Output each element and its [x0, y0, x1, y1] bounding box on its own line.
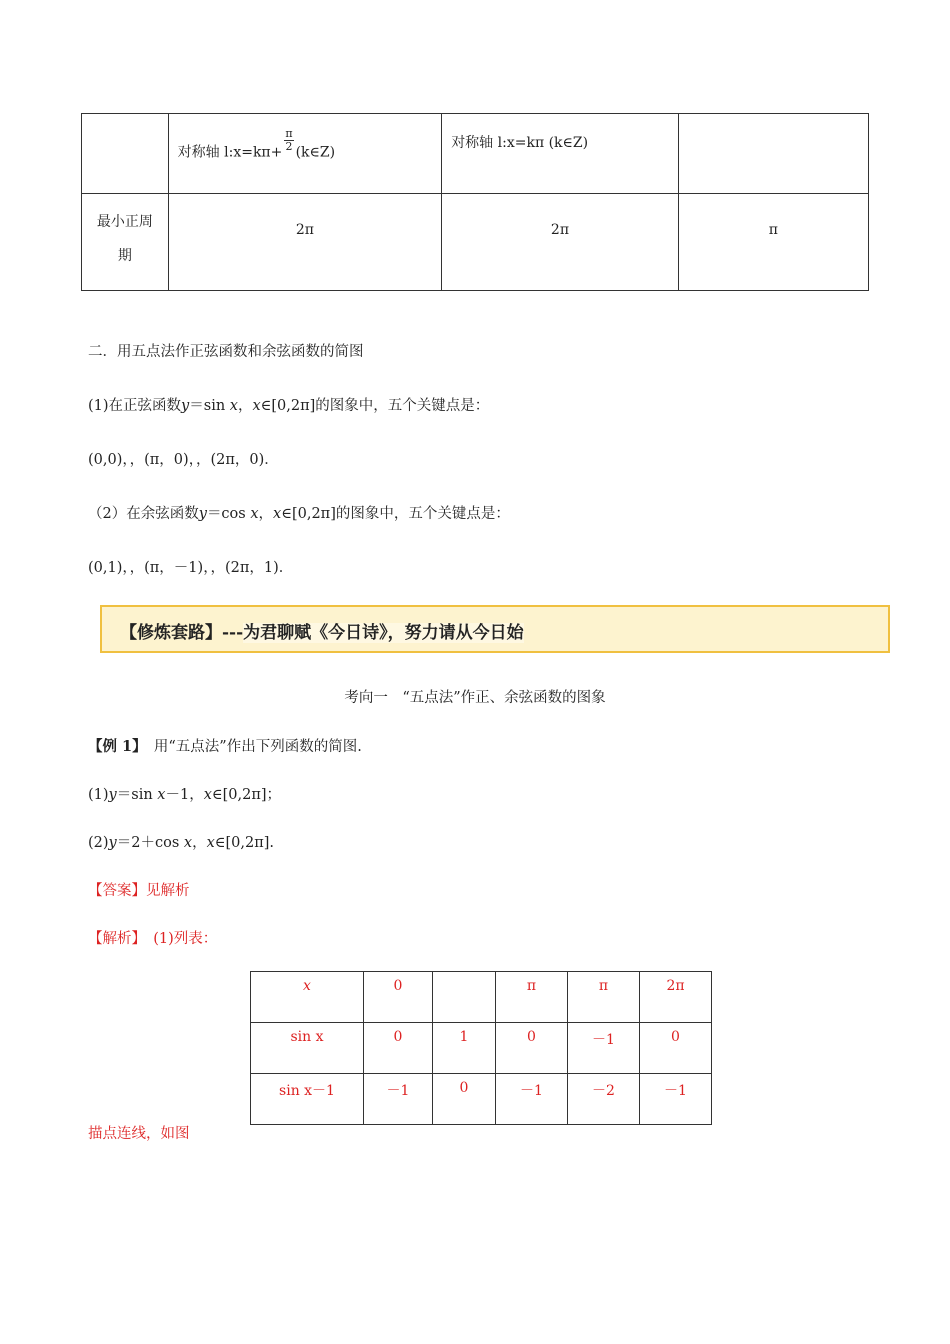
table-cell: －1 — [364, 1074, 433, 1125]
section-heading: 二．用五点法作正弦函数和余弦函数的简图 — [88, 344, 364, 360]
example-item-2: (2)y＝2＋cos x，x∈[0,2π]. — [88, 835, 275, 851]
practice-banner — [100, 605, 890, 653]
topic-title: 考向一 “五点法”作正、余弦函数的图象 — [344, 690, 606, 706]
period-label-line2: 期 — [117, 248, 132, 264]
table-cell: π — [496, 972, 568, 1023]
table-cell: π — [568, 972, 640, 1023]
table-cell: 2π — [640, 972, 712, 1023]
table-cell — [168, 114, 442, 194]
properties-table — [81, 113, 869, 291]
example-label: 【例 1】 — [88, 738, 140, 755]
table-cell: 0 — [364, 1023, 433, 1074]
table-cell — [82, 194, 169, 291]
banner-motto: 为君聊赋《今日诗》，努力请从今日始 — [243, 623, 524, 643]
table-cell: sin x－1 — [251, 1074, 364, 1125]
table-cell — [442, 114, 679, 194]
paragraph-sin: (1)在正弦函数y＝sin x，x∈[0,2π]的图象中，五个关键点是： — [88, 398, 490, 414]
period-cos: 2π — [550, 222, 570, 238]
table-row — [251, 972, 712, 1023]
table-cell — [678, 114, 868, 194]
period-label-line1: 最小正周 — [96, 214, 153, 230]
example-item-1: (1)y＝sin x－1，x∈[0,2π]； — [88, 787, 282, 803]
table-row — [251, 1023, 712, 1074]
table-row — [251, 1074, 712, 1125]
table-cell: －1 — [568, 1023, 640, 1074]
table-cell: 0 — [364, 972, 433, 1023]
table-cell: －1 — [640, 1074, 712, 1125]
axis-formula-prefix: 对称轴 l:x=kπ+ — [177, 144, 283, 161]
period-sin: 2π — [295, 222, 314, 238]
table-cell — [442, 194, 679, 291]
table-cell — [82, 114, 169, 194]
table-cell: 0 — [496, 1023, 568, 1074]
table-cell — [433, 972, 496, 1023]
banner-label: 【修炼套路】 — [120, 623, 222, 643]
value-table — [250, 971, 712, 1125]
table-cell: sin x — [251, 1023, 364, 1074]
banner-dashes: --- — [222, 623, 244, 643]
example-intro: 【例 1】 用“五点法”作出下列函数的简图. — [88, 738, 362, 755]
table-cell — [678, 194, 868, 291]
period-tan: π — [768, 222, 778, 238]
axis-formula-cos: 对称轴 l:x=kπ (k∈Z) — [451, 135, 589, 151]
table-cell: 0 — [433, 1074, 496, 1125]
analysis-label: 【解析】 — [88, 931, 139, 947]
table-cell: x — [251, 972, 364, 1023]
answer-line: 【答案】见解析 — [88, 883, 190, 899]
axis-formula-suffix: (k∈Z) — [295, 144, 336, 161]
sin-key-points: (0,0)，，(π，0)，，(2π，0)． — [88, 452, 279, 468]
table-cell: －2 — [568, 1074, 640, 1125]
table-cell: 1 — [433, 1023, 496, 1074]
plot-instruction: 描点连线，如图 — [88, 1126, 190, 1142]
cos-key-points: (0,1)，，(π，－1)，，(2π，1)． — [88, 560, 294, 576]
analysis-line: 【解析】 (1)列表： — [88, 931, 218, 947]
table-cell: －1 — [496, 1074, 568, 1125]
answer-label: 【答案】 — [88, 883, 146, 899]
table-cell — [168, 194, 442, 291]
paragraph-cos: （2）在余弦函数y＝cos x，x∈[0,2π]的图象中，五个关键点是： — [88, 506, 510, 522]
pi-over-2-fraction: $\frac{\pi}{2}$ — [285, 127, 293, 153]
table-cell: 0 — [640, 1023, 712, 1074]
